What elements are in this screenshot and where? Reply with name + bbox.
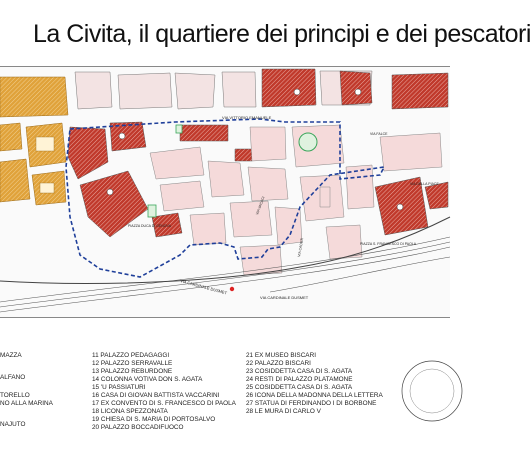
legend-item: 24 RESTI DI PALAZZO PLATAMONE bbox=[246, 376, 353, 383]
street-label: PIAZZA S. FRANCESCO DI PAOLA bbox=[360, 242, 417, 246]
legend-item: 22 PALAZZO BISCARI bbox=[246, 360, 311, 367]
legend-item: 28 LE MURA DI CARLO V bbox=[246, 408, 321, 415]
street-label: PIAZZA DUCA DI GENOVA bbox=[128, 224, 171, 228]
street-label: VIA FALCE bbox=[370, 132, 388, 136]
legend-item: NO ALLA MARINA bbox=[0, 400, 53, 407]
legend-item: 18 LICONA SPEZZONATA bbox=[92, 408, 168, 415]
street-label: VIA VITTORIO EMANUELE bbox=[222, 115, 272, 120]
street-label: VIA CARDINALE DUSMET bbox=[179, 278, 228, 296]
map-canvas bbox=[0, 67, 450, 317]
legend-item: 19 CHIESA DI S. MARIA DI PORTOSALVO bbox=[92, 416, 216, 423]
street-label: VIA CADETI bbox=[297, 237, 305, 258]
legend-item: 21 EX MUSEO BISCARI bbox=[246, 352, 316, 359]
district-map bbox=[0, 66, 450, 318]
legend-item: 16 CASA DI GIOVAN BATTISTA VACCARINI bbox=[92, 392, 220, 399]
street-label: VIA VACACI bbox=[255, 195, 266, 216]
legend-item: TORELLO bbox=[0, 392, 30, 399]
legend-item: 17 EX CONVENTO DI S. FRANCESCO DI PAOLA bbox=[92, 400, 236, 407]
legend-item: 14 COLONNA VOTIVA DON S. AGATA bbox=[92, 376, 203, 383]
legend bbox=[0, 342, 450, 442]
legend-item: 26 ICONA DELLA MADONNA DELLA LETTERA bbox=[246, 392, 383, 399]
location-marker bbox=[230, 287, 234, 291]
legend-item: 11 PALAZZO PEDAGAGGI bbox=[92, 352, 170, 359]
legend-item: 13 PALAZZO REBURDONE bbox=[92, 368, 173, 375]
map-title: La Civita, il quartiere dei principi e dei pescatori bbox=[33, 20, 531, 48]
legend-item: 12 PALAZZO SERRAVALLE bbox=[92, 360, 173, 367]
legend-item: 20 PALAZZO BOCCADIFUOCO bbox=[92, 424, 184, 431]
street-label: VIA DELLA PIACE bbox=[410, 182, 439, 186]
street-label: VIA CARDINALE DUSMET bbox=[260, 295, 309, 300]
legend-item: NAJUTO bbox=[0, 421, 26, 428]
legend-item: 27 STATUA DI FERDINANDO I DI BORBONE bbox=[246, 400, 377, 407]
legend-item: 25 COSIDDETTA CASA DI S. AGATA bbox=[246, 384, 353, 391]
compass-rose bbox=[392, 356, 462, 426]
legend-item: ALFANO bbox=[0, 374, 26, 381]
legend-item: 23 COSIDDETTA CASA DI S. AGATA bbox=[246, 368, 353, 375]
ochre-district bbox=[0, 77, 68, 205]
legend-item: MAZZA bbox=[0, 352, 22, 359]
legend-item: 15 'U PASSIATURI bbox=[92, 384, 146, 391]
